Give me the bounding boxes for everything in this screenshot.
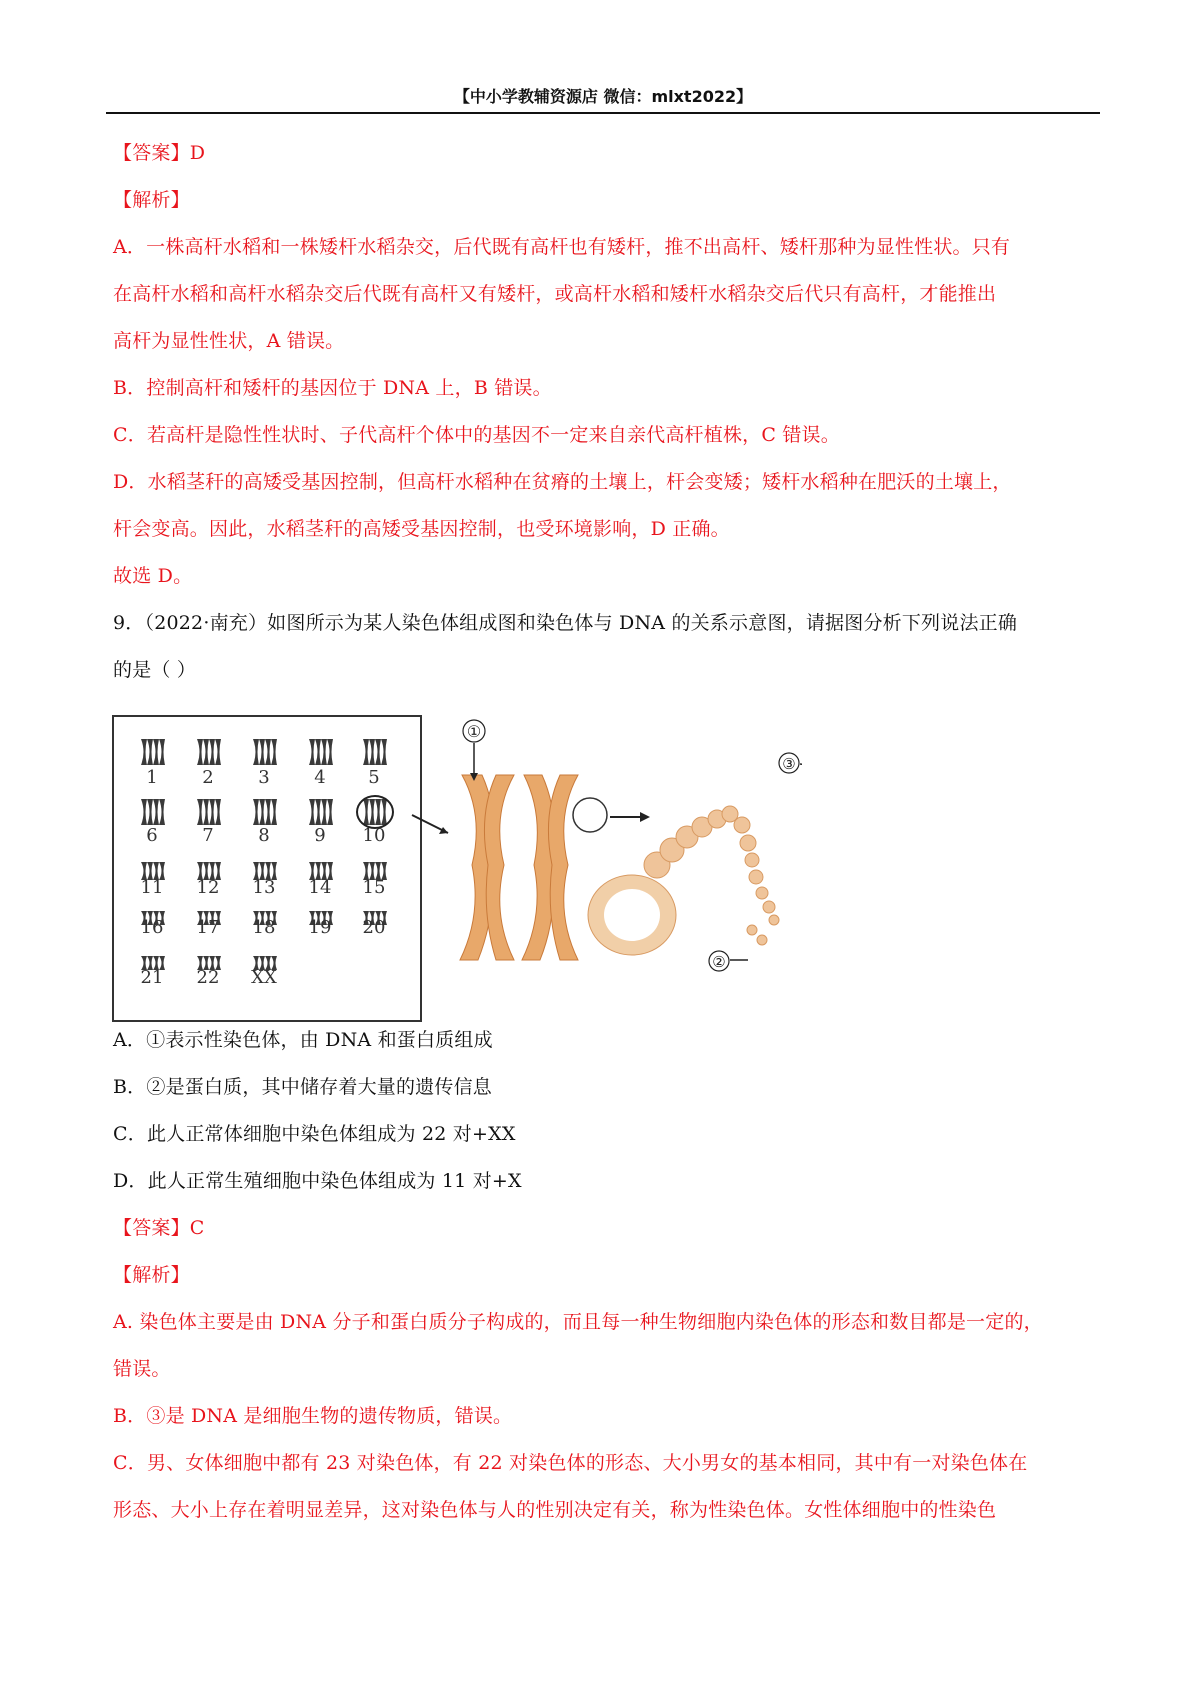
chromosome-number-13: 13 (252, 877, 276, 898)
chromosome-number-21: 21 (140, 967, 164, 988)
text-line-c2-l2: 形态、大小上存在着明显差异，这对染色体与人的性别决定有关，称为性染色体。女性体细胞中的性染色 (113, 1499, 997, 1521)
chromosome-number-4: 4 (314, 767, 326, 788)
text-line-b2: B．③是 DNA 是细胞生物的遗传物质，错误。 (113, 1405, 513, 1427)
text-line-a1-l3: 高杆为显性性状，A 错误。 (113, 330, 345, 352)
chromosome-number-17: 17 (196, 917, 220, 938)
chromosome-number-8: 8 (258, 825, 270, 846)
chromosome-number-16: 16 (140, 917, 164, 938)
marker-line-3 (800, 764, 802, 767)
marker-3-label: ③ (782, 755, 796, 773)
text-line-q9-l1: 9．（2022·南充）如图所示为某人染色体组成图和染色体与 DNA 的关系示意图，请据图分析下列说法正确 (113, 612, 1018, 634)
chromosome-number-9: 9 (314, 825, 326, 846)
text-line-a2-l1: A. 染色体主要是由 DNA 分子和蛋白质分子构成的，而且每一种生物细胞内染色体的形态和数目都是一定的， (113, 1311, 1043, 1333)
chromosome-number-6: 6 (146, 825, 158, 846)
chromosome-number-18: 18 (252, 917, 276, 938)
marker-2-label: ② (712, 953, 726, 971)
text-line-a1-l2: 在高杆水稻和高杆水稻杂交后代既有高杆又有矮杆，或高杆水稻和矮杆水稻杂交后代只有高杆，才能推出 (113, 283, 997, 305)
text-line-a1-l1: A．一株高杆水稻和一株矮杆水稻杂交，后代既有高杆也有矮杆，推不出高杆、矮杆那种为显性性状。只有 (113, 236, 1011, 258)
arrow-head-1 (439, 827, 448, 834)
text-line-a2-l2: 错误。 (113, 1358, 171, 1380)
chromosome-number-10: 10 (362, 825, 386, 846)
text-line-analysis1: 【解析】 (113, 189, 190, 211)
text-line-analysis2: 【解析】 (113, 1264, 190, 1286)
text-line-q9-l2: 的是（ ） (113, 659, 197, 681)
chromosome-number-7: 7 (202, 825, 214, 846)
chromosome-number-3: 3 (258, 767, 270, 788)
text-line-optA: A．①表示性染色体，由 DNA 和蛋白质组成 (113, 1029, 493, 1051)
chromosome-dna-diagram (112, 715, 802, 1025)
text-line-d1-l2: 杆会变高。因此，水稻茎秆的高矮受基因控制，也受环境影响，D 正确。 (113, 518, 730, 540)
text-line-answer2: 【答案】C (113, 1217, 205, 1239)
chromosome-number-5: 5 (368, 767, 380, 788)
chromosome-number-xx: XX (251, 967, 277, 988)
chromosome-number-15: 15 (362, 877, 386, 898)
chromosome-number-20: 20 (362, 917, 386, 938)
header-divider (106, 112, 1100, 114)
text-line-answer1: 【答案】D (113, 142, 206, 164)
chromosome-number-22: 22 (196, 967, 220, 988)
chromosome-number-2: 2 (202, 767, 214, 788)
chromosome-number-12: 12 (196, 877, 220, 898)
text-line-optD: D．此人正常生殖细胞中染色体组成为 11 对+X (113, 1170, 522, 1192)
text-line-b1: B．控制高杆和矮杆的基因位于 DNA 上，B 错误。 (113, 377, 552, 399)
chromosome-number-19: 19 (308, 917, 332, 938)
chromosome-number-14: 14 (308, 877, 332, 898)
coiled-chromatin (588, 806, 779, 955)
text-line-pick1: 故选 D。 (113, 565, 193, 587)
text-line-d1-l1: D．水稻茎秆的高矮受基因控制，但高杆水稻种在贫瘠的土壤上，杆会变矮；矮杆水稻种在肥沃的土壤上， (113, 471, 1012, 493)
text-line-c2-l1: C．男、女体细胞中都有 23 对染色体，有 22 对染色体的形态、大小男女的基本相同，其中有一对染色体在 (113, 1452, 1028, 1474)
chromosome-figure (112, 715, 802, 1025)
text-line-c1: C．若高杆是隐性性状时、子代高杆个体中的基因不一定来自亲代高杆植株，C 错误。 (113, 424, 840, 446)
chromosome-number-11: 11 (140, 877, 164, 898)
x-chromosome-pair (460, 775, 578, 960)
page-header: 【中小学教辅资源店 微信：mlxt2022】 (453, 87, 753, 106)
text-line-optC: C．此人正常体细胞中染色体组成为 22 对+XX (113, 1123, 516, 1145)
text-line-optB: B．②是蛋白质，其中储存着大量的遗传信息 (113, 1076, 492, 1098)
zoom-circle (573, 798, 607, 832)
chromosome-number-1: 1 (146, 767, 158, 788)
arrow-head-2 (640, 812, 650, 822)
marker-1-label: ① (466, 722, 482, 741)
